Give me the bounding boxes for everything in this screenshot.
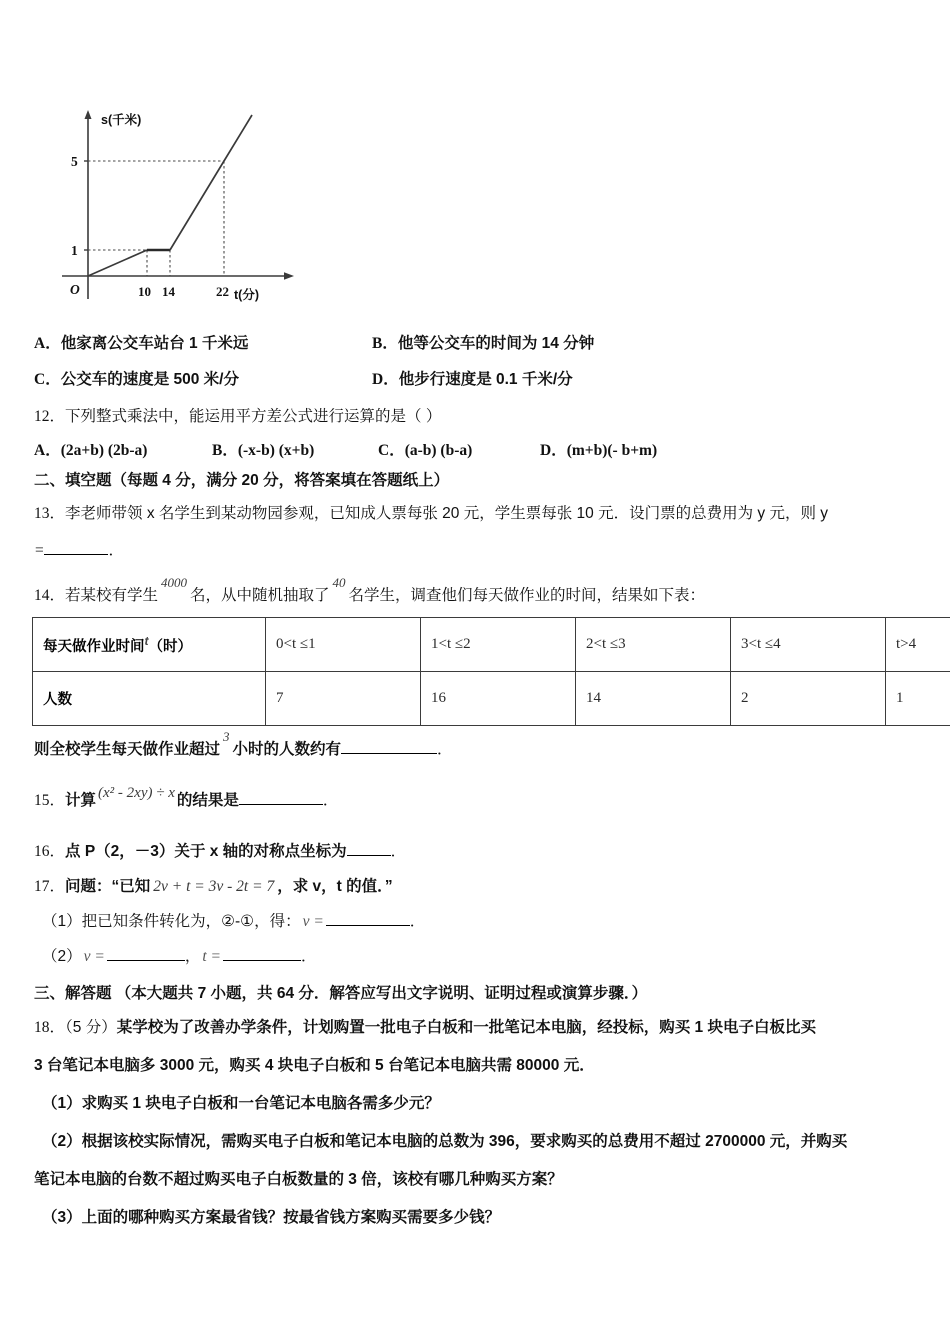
q15-period: ． (322, 792, 339, 809)
q18-stem-line1 (34, 1017, 816, 1039)
q14-hours-threshold: 3 (223, 729, 230, 744)
q17-part2-period: ． (301, 948, 317, 965)
q13-number: 13． (34, 505, 66, 522)
table-cell-count-5: 1 (886, 672, 950, 726)
q17-number: 17． (34, 878, 66, 895)
q13-answer-blank[interactable] (44, 541, 108, 555)
q14-period: ． (437, 741, 453, 759)
q12-option-a-text: (2a+b) (2b-a) (60, 442, 148, 459)
q18-stem-line2: 3 台笔记本电脑多 3000 元，购买 4 块电子白板和 5 台笔记本电脑共需 80000 元． (34, 1057, 595, 1074)
q14-total-students: 4000 (161, 575, 188, 590)
q17-part1-blank[interactable] (326, 912, 410, 926)
origin-label: O (70, 282, 80, 297)
homework-time-table (32, 617, 950, 726)
q14-number: 14． (34, 587, 66, 605)
q12-stem (34, 406, 441, 428)
q17-stem (34, 876, 393, 898)
q18-sub2-line1: （2）根据该校实际情况，需购买电子白板和笔记本电脑的总数为 396，要求购买的总费用不超过 2700000 元，并购买 (42, 1133, 848, 1150)
q14-stem (34, 575, 706, 608)
table-header-label-time (33, 618, 266, 672)
y-tick-label-5: 5 (71, 154, 78, 169)
piecewise-distance-time-graph (56, 104, 356, 309)
table-cell-count-2: 16 (421, 672, 576, 726)
q12-option-d-label: D． (540, 442, 567, 459)
q14-answer-blank[interactable] (341, 740, 437, 754)
q12-option-a[interactable] (34, 440, 147, 462)
q17-part1 (42, 911, 425, 933)
q17-part2-var2: t = (202, 948, 222, 965)
q14-sample-size: 40 (332, 575, 346, 590)
q17-part2-blank1[interactable] (107, 947, 185, 961)
table-cell-interval-2: 1<t ≤2 (421, 618, 576, 672)
q15-stem (34, 785, 339, 813)
x-tick-label-22: 22 (216, 284, 229, 299)
q14-text-b: 名，从中随机抽取了 (190, 587, 330, 605)
q12-option-c[interactable] (378, 440, 472, 462)
q11-option-d-text: 他步行速度是 0.1 千米/分 (398, 371, 573, 388)
q12-option-b[interactable] (212, 440, 314, 462)
q13-equals: = (34, 542, 45, 559)
table-cell-count-1: 7 (266, 672, 421, 726)
row-header-time: 每天做作业时间 (43, 638, 145, 655)
q15-expression: (x² - 2xy) ÷ x (98, 785, 175, 801)
q12-option-c-label: C． (378, 442, 405, 459)
q15-number: 15． (34, 792, 66, 809)
x-axis-label: t(分) (234, 288, 259, 302)
q11-option-b[interactable] (372, 333, 594, 355)
q12-option-d-text: (m+b)(- b+m) (566, 442, 658, 459)
q18-number: 18． (34, 1019, 66, 1036)
q11-option-c[interactable] (34, 369, 239, 391)
q11-option-b-text: 他等公交车的时间为 14 分钟 (397, 335, 595, 352)
q17-expression: 2v + t = 3v - 2t = 7 (153, 878, 275, 895)
q12-option-a-label: A． (34, 442, 61, 459)
q12-number: 12． (34, 408, 66, 425)
q16-number: 16． (34, 843, 66, 860)
x-tick-label-10: 10 (138, 284, 151, 299)
q17-part2-var1: v = (83, 948, 105, 965)
q14-after-text-a: 则全校学生每天做作业超过 (34, 741, 221, 759)
x-axis-arrow (284, 272, 294, 279)
q17-part2-label: （2） (42, 948, 82, 965)
q11-option-d[interactable] (372, 369, 573, 391)
y-axis-arrow (85, 110, 92, 119)
q15-text-b: 的结果是 (176, 792, 239, 809)
q12-option-c-text: (a-b) (b-a) (404, 442, 473, 459)
q18-stem-text-1: 某学校为了改善办学条件，计划购置一批电子白板和一批笔记本电脑，经投标，购买 1 块电子白板比买 (116, 1019, 816, 1036)
q12-option-d[interactable] (540, 440, 657, 462)
q18-sub1: （1）求购买 1 块电子白板和一台笔记本电脑各需多少元？ (42, 1095, 440, 1112)
q13-text: 李老师带领 x 名学生到某动物园参观，已知成人票每张 20 元，学生票每张 10 元．设门票的总费用为 y 元，则 y (65, 505, 829, 522)
q14-after-text-b: 小时的人数约有 (232, 741, 342, 759)
segment-walking (88, 250, 147, 276)
q11-option-d-label: D． (372, 371, 399, 388)
q14-text-c: 名学生，调查他们每天做作业的时间，结果如下表： (348, 587, 706, 605)
q11-option-a[interactable] (34, 333, 248, 355)
q11-option-b-label: B． (372, 335, 398, 352)
table-cell-interval-3: 2<t ≤3 (576, 618, 731, 672)
q16-answer-blank[interactable] (347, 842, 391, 856)
q17-stem-b: ，求 v，t 的值．” (277, 878, 393, 895)
q13-line2 (34, 540, 124, 562)
graph-svg (56, 104, 356, 309)
q18-points: （5 分） (65, 1019, 117, 1036)
table-cell-count-4: 2 (731, 672, 886, 726)
q17-stem-a: 问题：“已知 (65, 878, 151, 895)
table-row-header (33, 618, 950, 672)
q16-period: ． (390, 843, 407, 860)
q13-line1 (34, 503, 828, 525)
section-two-heading: 二、填空题（每题 4 分，满分 20 分，将答案填在答题纸上） (34, 472, 450, 489)
table-cell-interval-5: t>4 (886, 618, 950, 672)
table-cell-interval-1: 0<t ≤1 (266, 618, 421, 672)
q12-option-b-text: (-x-b) (x+b) (237, 442, 315, 459)
table-header-label-count: 人数 (33, 672, 266, 726)
q11-option-c-text: 公交车的速度是 500 米/分 (60, 371, 239, 388)
q16-stem (34, 841, 406, 863)
q18-sub2-line2: 笔记本电脑的台数不超过购买电子白板数量的 3 倍，该校有哪几种购买方案？ (34, 1171, 563, 1188)
q14-text-a: 若某校有学生 (65, 587, 159, 605)
y-axis-label: s(千米) (101, 113, 142, 127)
q11-option-a-label: A． (34, 335, 61, 352)
q11-option-c-label: C． (34, 371, 61, 388)
q17-part1-period: ． (409, 913, 426, 930)
q17-part2-sep: ， (184, 948, 201, 965)
q12-option-b-label: B． (212, 442, 238, 459)
table-row-counts (33, 672, 950, 726)
q14-after-table (34, 729, 453, 762)
y-tick-label-1: 1 (71, 243, 78, 258)
q13-period: ． (108, 542, 124, 559)
q15-text-a: 计算 (65, 792, 97, 809)
q15-answer-blank[interactable] (239, 791, 323, 805)
q12-stem-text: 下列整式乘法中，能运用平方差公式进行运算的是（ ） (65, 408, 442, 425)
header-unit: （时） (148, 638, 192, 655)
header-var-t: t (144, 633, 149, 648)
q17-part2 (42, 946, 317, 968)
segment-bus (170, 115, 252, 250)
q17-part1-text: （1）把已知条件转化为，②-①，得： (42, 913, 301, 930)
q17-part2-blank2[interactable] (223, 947, 301, 961)
q16-text: 点 P（2，－3）关于 x 轴的对称点坐标为 (65, 843, 347, 860)
q17-part1-var: v = (302, 913, 324, 930)
table-cell-count-3: 14 (576, 672, 731, 726)
table-cell-interval-4: 3<t ≤4 (731, 618, 886, 672)
section-three-heading: 三、解答题 （本大题共 7 小题，共 64 分．解答应写出文字说明、证明过程或演算步骤．） (34, 985, 648, 1002)
x-tick-label-14: 14 (162, 284, 175, 299)
q11-option-a-text: 他家离公交车站台 1 千米远 (60, 335, 249, 352)
q18-sub3: （3）上面的哪种购买方案最省钱？按最省钱方案购买需要多少钱？ (42, 1209, 501, 1226)
